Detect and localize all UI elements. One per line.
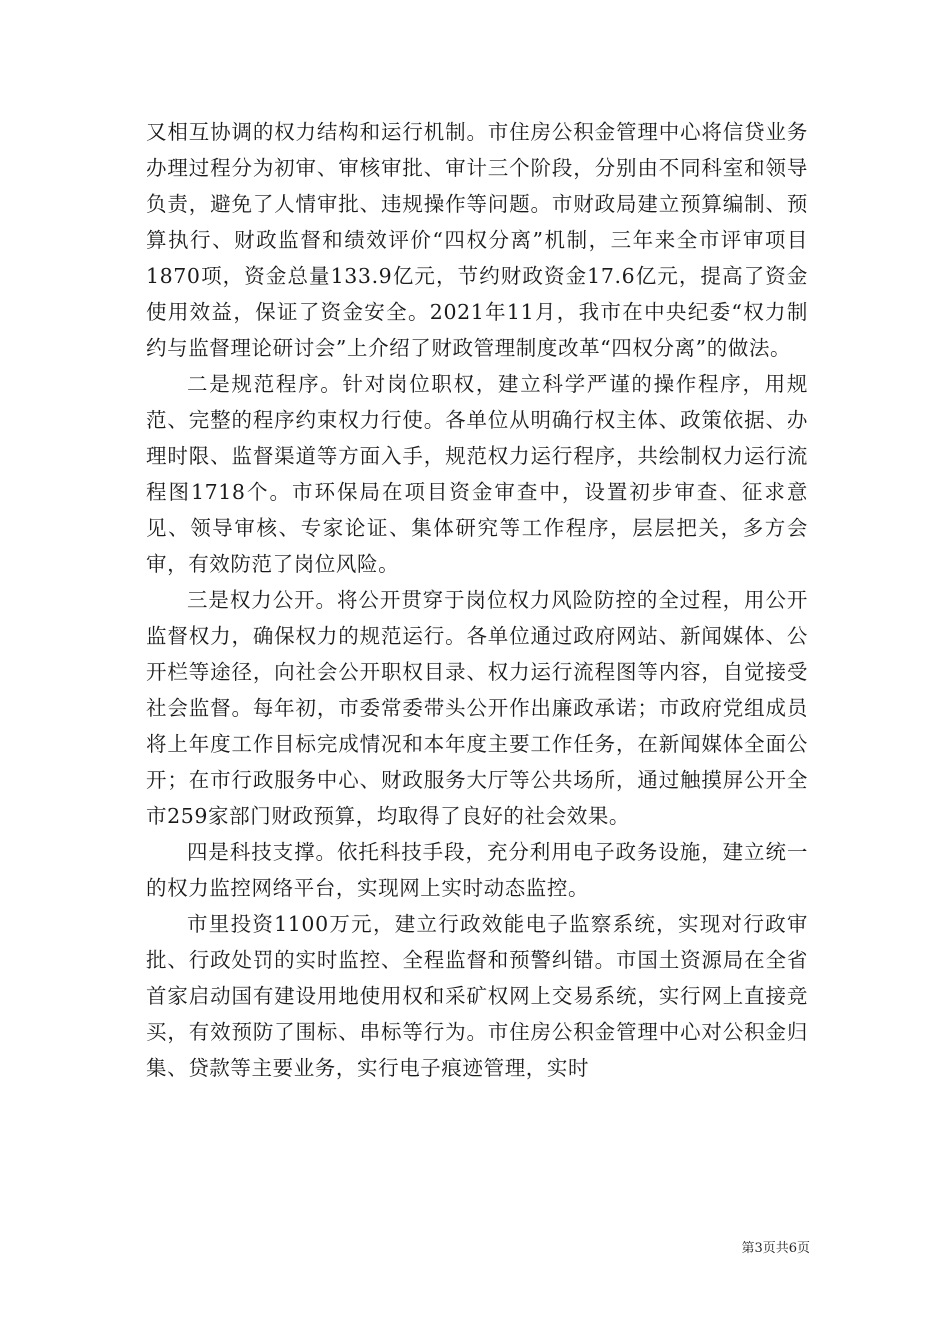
- paragraph-power-disclosure: 三是权力公开。将公开贯穿于岗位权力风险防控的全过程，用公开监督权力，确保权力的规范运行。各单位通过政府网站、新闻媒体、公开栏等途径，向社会公开职权目录、权力运行流程图等内容，自觉接受社会监督。每年初，市委常委带头公开作出廉政承诺；市政府党组成员将上年度工作目标完成情况和本年度主要工作任务，在新闻媒体全面公开；在市行政服务中心、财政服务大厅等公共场所，通过触摸屏公开全市259家部门财政预算，均取得了良好的社会效果。: [146, 588, 808, 828]
- page-number: 第3页共6页: [741, 1241, 810, 1256]
- document-body: [146, 114, 808, 1086]
- paragraph-standardize-procedures: 二是规范程序。针对岗位职权，建立科学严谨的操作程序，用规范、完整的程序约束权力行使。各单位从明确行权主体、政策依据、办理时限、监督渠道等方面入手，规范权力运行程序，共绘制权力运行流程图1718个。市环保局在项目资金审查中，设置初步审查、征求意见、领导审核、专家论证、集体研究等工作程序，层层把关，多方会审，有效防范了岗位风险。: [146, 372, 808, 576]
- paragraph-continued: 又相互协调的权力结构和运行机制。市住房公积金管理中心将信贷业务办理过程分为初审、审核审批、审计三个阶段，分别由不同科室和领导负责，避免了人情审批、违规操作等问题。市财政局建立预算编制、预算执行、财政监督和绩效评价“四权分离”机制，三年来全市评审项目1870项，资金总量133.9亿元，节约财政资金17.6亿元，提高了资金使用效益，保证了资金安全。2021年11月，我市在中央纪委“权力制约与监督理论研讨会”上介绍了财政管理制度改革“四权分离”的做法。: [146, 120, 808, 360]
- paragraph-city-investment: 市里投资1100万元，建立行政效能电子监察系统，实现对行政审批、行政处罚的实时监控、全程监督和预警纠错。市国土资源局在全省首家启动国有建设用地使用权和采矿权网上交易系统，实行网上直接竞买，有效预防了围标、串标等行为。市住房公积金管理中心对公积金归集、贷款等主要业务，实行电子痕迹管理，实时: [146, 912, 808, 1080]
- paragraph-tech-support: 四是科技支撑。依托科技手段，充分利用电子政务设施，建立统一的权力监控网络平台，实现网上实时动态监控。: [146, 840, 808, 900]
